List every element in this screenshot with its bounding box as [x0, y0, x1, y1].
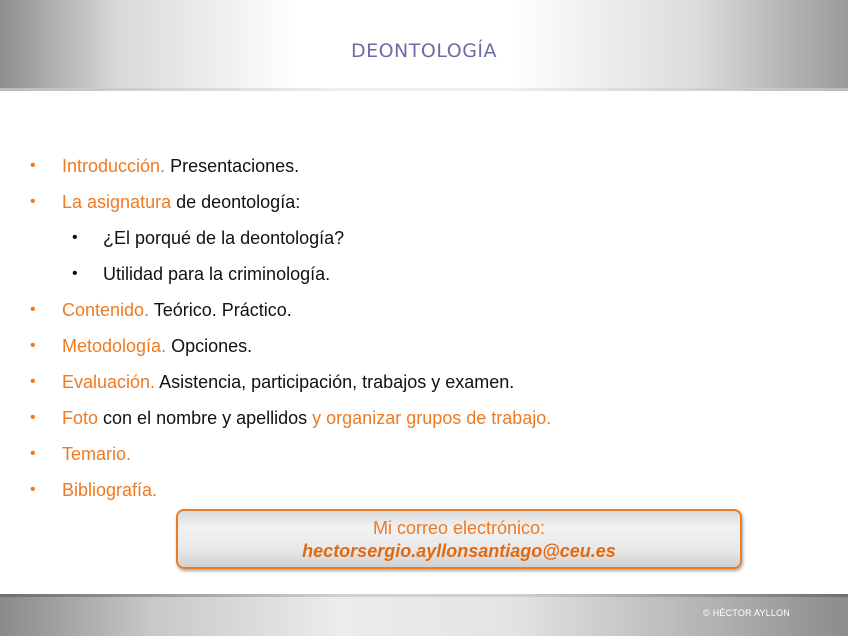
item-text: Presentaciones. — [165, 156, 300, 176]
list-item-asignatura — [30, 184, 820, 220]
slide-title: DEONTOLOGÍA — [350, 40, 498, 62]
email-callout — [176, 509, 742, 569]
list-item-contenido — [30, 292, 820, 328]
footer-band — [0, 594, 848, 636]
bullet-icon: • — [72, 265, 78, 282]
bullet-icon: • — [30, 373, 36, 390]
item-highlight: Metodología. — [62, 336, 167, 356]
email-address-link[interactable]: hectorsergio.ayllonsantiago@ceu.es — [302, 541, 616, 561]
bullet-icon: • — [30, 481, 36, 498]
bullet-icon: • — [72, 229, 78, 246]
list-item-metodologia — [30, 328, 820, 364]
bullet-icon: • — [30, 157, 36, 174]
item-text: de deontología: — [171, 192, 301, 212]
list-item-foto — [30, 400, 820, 436]
item-highlight: Bibliografía. — [62, 480, 158, 500]
item-text: Teórico. Práctico. — [149, 300, 292, 320]
item-highlight: Introducción. — [62, 156, 166, 176]
item-text: con el nombre y apellidos — [98, 408, 308, 428]
bullet-list — [30, 148, 820, 508]
list-item-introduccion — [30, 148, 820, 184]
item-highlight: Contenido. — [62, 300, 150, 320]
item-highlight: La asignatura — [62, 192, 172, 212]
list-item-bibliografia — [30, 472, 820, 508]
item-highlight: Temario. — [62, 444, 132, 464]
item-text: ¿El porqué de la deontología? — [103, 228, 345, 248]
bullet-icon: • — [30, 337, 36, 354]
item-highlight: Evaluación. — [62, 372, 156, 392]
item-highlight: Foto — [62, 408, 99, 428]
item-text: Utilidad para la criminología. — [103, 264, 331, 284]
bullet-icon: • — [30, 301, 36, 318]
list-subitem-utilidad — [30, 256, 820, 292]
bullet-icon: • — [30, 409, 36, 426]
item-highlight-2: y organizar grupos de trabajo. — [307, 408, 552, 428]
item-text: Opciones. — [166, 336, 253, 356]
footer-copyright: © HÉCTOR AYLLON — [703, 608, 790, 618]
bullet-icon: • — [30, 445, 36, 462]
list-item-evaluacion — [30, 364, 820, 400]
email-label: Mi correo electrónico: — [372, 518, 546, 538]
list-item-temario — [30, 436, 820, 472]
item-text: Asistencia, participación, trabajos y examen. — [155, 372, 515, 392]
list-subitem-porque — [30, 220, 820, 256]
bullet-icon: • — [30, 193, 36, 210]
